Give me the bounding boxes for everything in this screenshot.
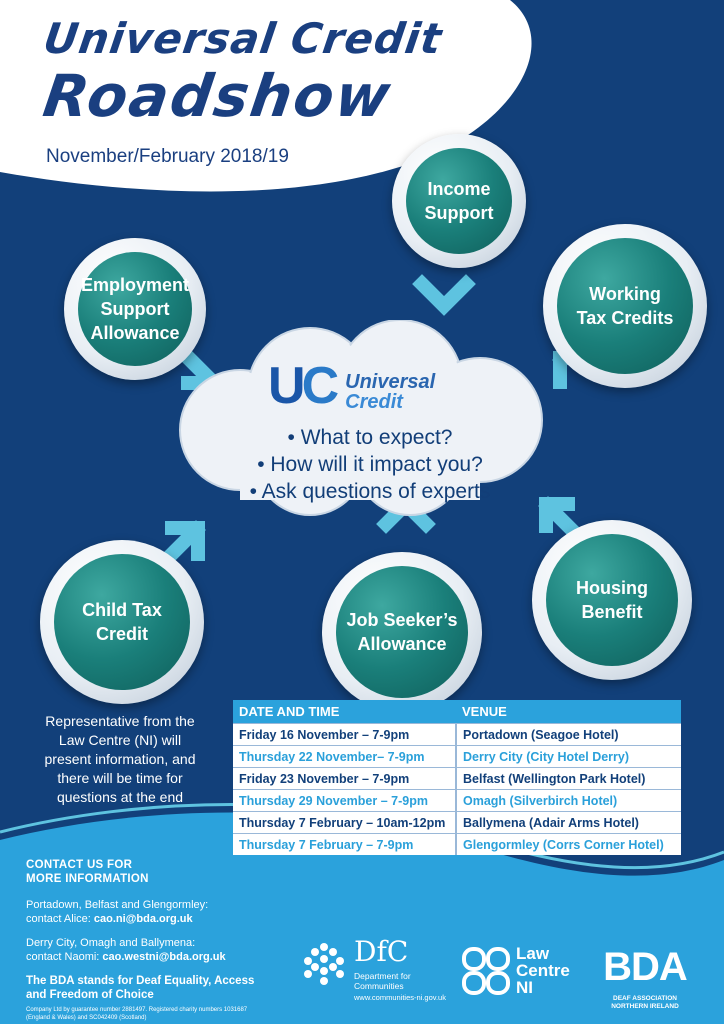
schedule-venue: Derry City (City Hotel Derry) bbox=[456, 746, 681, 768]
contact-heading bbox=[26, 858, 286, 886]
uc-logo-word-1: Universal bbox=[345, 371, 436, 393]
table-row bbox=[233, 746, 681, 768]
label-line: Allowance bbox=[357, 634, 447, 654]
contact-group-2 bbox=[26, 936, 286, 964]
schedule-table bbox=[233, 700, 681, 855]
schedule-venue: Belfast (Wellington Park Hotel) bbox=[456, 768, 681, 790]
law-centre-line: NI bbox=[516, 978, 533, 997]
label-line: Tax Credits bbox=[576, 308, 674, 328]
label-line: Working bbox=[589, 284, 661, 304]
contact-email-alice[interactable]: cao.ni@bda.org.uk bbox=[93, 913, 193, 925]
uc-bullet-list bbox=[200, 424, 540, 505]
schedule-venue: Omagh (Silverbirch Hotel) bbox=[456, 790, 681, 812]
bda-subtitle-line: DEAF ASSOCIATION bbox=[613, 995, 677, 1002]
dfc-emblem-icon bbox=[300, 939, 348, 987]
table-row bbox=[233, 834, 681, 856]
circle-housing-benefit-label bbox=[570, 576, 654, 624]
table-row bbox=[233, 768, 681, 790]
label-line: Credit bbox=[95, 624, 148, 644]
uc-logo-letters bbox=[268, 357, 336, 415]
bda-subtitle-line: NORTHERN IRELAND bbox=[611, 1003, 679, 1010]
circle-income-support-label: Income Support bbox=[424, 179, 494, 223]
contact-heading-line-1: CONTACT US FOR bbox=[26, 859, 133, 871]
circle-child-tax-credit bbox=[40, 540, 204, 704]
bda-statement: The BDA stands for Deaf Equality, Access and Freedom of Choice bbox=[26, 975, 255, 1001]
contact-group-2-label: contact Naomi: bbox=[26, 951, 103, 963]
uc-logo-c: C bbox=[301, 357, 336, 415]
circle-housing-benefit bbox=[532, 520, 692, 680]
dfc-name: DfC bbox=[354, 935, 409, 968]
schedule-venue: Ballymena (Adair Arms Hotel) bbox=[456, 812, 681, 834]
contact-group-1-locations: Portadown, Belfast and Glengormley: bbox=[26, 899, 209, 911]
schedule-date: Thursday 7 February – 10am-12pm bbox=[233, 812, 456, 834]
representative-note: Representative from the Law Centre (NI) will present information, and there will be time for questions at the end bbox=[44, 713, 196, 805]
contact-email-naomi[interactable]: cao.westni@bda.org.uk bbox=[102, 951, 226, 963]
label-line: Housing bbox=[576, 578, 648, 598]
label-line: Employment bbox=[80, 275, 190, 295]
bullet-item: • What to expect? bbox=[287, 426, 453, 449]
label-line: Job Seeker’s bbox=[346, 610, 458, 630]
schedule-header-venue: VENUE bbox=[456, 700, 681, 724]
bda-letters: BDA bbox=[603, 945, 687, 989]
law-centre-line: Centre bbox=[516, 961, 570, 980]
subtitle: November/February 2018/19 bbox=[46, 146, 289, 167]
circle-income-support-inner bbox=[406, 148, 512, 254]
schedule-venue: Portadown (Seagoe Hotel) bbox=[456, 724, 681, 746]
circle-employment-support-label bbox=[75, 273, 195, 345]
uc-logo-wordmark bbox=[345, 372, 435, 412]
contact-group-1-label: contact Alice: bbox=[26, 913, 94, 925]
table-row bbox=[233, 812, 681, 834]
circle-working-tax-credits bbox=[543, 224, 707, 388]
label-line: Benefit bbox=[581, 602, 643, 622]
schedule-date: Friday 23 November – 7-9pm bbox=[233, 768, 456, 790]
circle-working-tax-credits-label bbox=[571, 282, 680, 330]
circle-job-seekers-allowance bbox=[322, 552, 482, 712]
circle-job-seekers-allowance-label bbox=[340, 608, 463, 656]
title-line-1: Universal Credit bbox=[40, 14, 446, 63]
schedule-header-date: DATE AND TIME bbox=[233, 700, 456, 724]
schedule-header-row bbox=[233, 700, 681, 724]
circle-income-support bbox=[392, 134, 526, 268]
bda-subtitle bbox=[590, 995, 700, 1011]
dfc-url: www.communities-ni.gov.uk bbox=[354, 993, 446, 1002]
arrow-from-income-support bbox=[422, 284, 466, 306]
contact-group-2-locations: Derry City, Omagh and Ballymena: bbox=[26, 937, 196, 949]
contact-heading-line-2: MORE INFORMATION bbox=[26, 873, 149, 885]
table-row bbox=[233, 790, 681, 812]
label-line: Allowance bbox=[90, 323, 180, 343]
law-centre-knot-icon bbox=[460, 945, 512, 997]
law-centre-line: Law bbox=[516, 944, 550, 963]
circle-working-tax-credits-inner bbox=[557, 238, 693, 374]
circle-child-tax-credit-inner bbox=[54, 554, 190, 690]
circle-employment-support-inner bbox=[78, 252, 192, 366]
law-centre-name bbox=[516, 945, 570, 996]
circle-child-tax-credit-label bbox=[76, 598, 168, 646]
circle-employment-support bbox=[64, 238, 206, 380]
dfc-department: Department for Communities bbox=[354, 971, 411, 991]
uc-logo-u: U bbox=[268, 357, 302, 415]
title-line-2: Roadshow bbox=[39, 62, 397, 130]
schedule-date: Friday 16 November – 7-9pm bbox=[233, 724, 456, 746]
label-line: Child Tax bbox=[82, 600, 162, 620]
label-line: Support bbox=[100, 299, 170, 319]
uc-logo-word-2: Credit bbox=[345, 391, 403, 413]
bullet-item: • Ask questions of experts bbox=[249, 480, 491, 503]
bullet-item: • How will it impact you? bbox=[257, 453, 483, 476]
schedule-date: Thursday 29 November – 7-9pm bbox=[233, 790, 456, 812]
charity-fine-print: Company Ltd by guarantee number 2881497. Registered charity numbers 1031687 (England & Wales) and SC042409 (Scotland) bbox=[26, 1007, 248, 1021]
schedule-date: Thursday 7 February – 7-9pm bbox=[233, 834, 456, 856]
circle-job-seekers-allowance-inner bbox=[336, 566, 468, 698]
table-row bbox=[233, 724, 681, 746]
contact-group-1 bbox=[26, 898, 286, 926]
schedule-date: Thursday 22 November– 7-9pm bbox=[233, 746, 456, 768]
schedule-venue: Glengormley (Corrs Corner Hotel) bbox=[456, 834, 681, 856]
uc-logo bbox=[268, 357, 436, 415]
contact-block bbox=[26, 858, 286, 1022]
circle-housing-benefit-inner bbox=[546, 534, 678, 666]
